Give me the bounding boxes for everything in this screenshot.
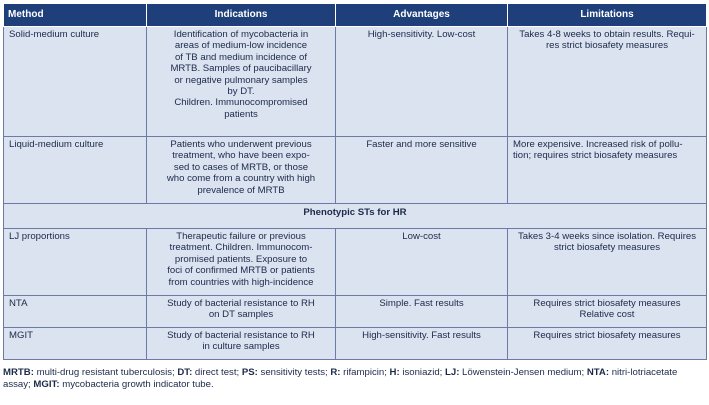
cell-line: High-sensitivity. Fast results (362, 330, 481, 341)
cell-line: treatment. Children. Immunocom- (169, 242, 313, 254)
table-row (4, 296, 707, 328)
table-footnote (3, 367, 706, 391)
comparison-table-container (3, 3, 706, 360)
limitations-cell (508, 229, 707, 296)
footnote-text: sensitivity tests; (257, 367, 331, 378)
advantages-cell (336, 328, 508, 360)
header-method: Method (4, 4, 147, 27)
cell-line: who come from a country with high (166, 173, 316, 185)
cell-line: sed to cases of MRTB, or those (173, 161, 309, 173)
cell-line: Therapeutic failure or previous (176, 231, 306, 242)
cell-line: Study of bacterial resistance to RH (167, 330, 315, 341)
header-indications: Indications (147, 4, 336, 27)
table-row (4, 27, 707, 137)
cell-line: areas of medium-low incidence (174, 40, 308, 52)
method-cell: NTA (4, 296, 147, 328)
table-row (4, 229, 707, 296)
cell-line: from countries with high-incidence (168, 276, 314, 288)
footnote-abbr: MRTB: (3, 367, 34, 378)
cell-line: High-sensitivity. Low-cost (367, 29, 476, 40)
indications-cell (147, 229, 336, 296)
limitations-cell (508, 137, 707, 204)
cell-line: More expensive. Increased risk of pollu- (513, 139, 683, 150)
method-cell: Liquid-medium culture (4, 137, 147, 204)
cell-line: Children. Immunocompromised (174, 97, 308, 109)
cell-line: Low-cost (402, 231, 441, 242)
section-title: Phenotypic STs for HR (4, 204, 707, 229)
cell-line: foci of confirmed MRTB or patients (167, 265, 315, 277)
advantages-cell (336, 229, 508, 296)
indications-cell (147, 296, 336, 328)
footnote-text: rifampicin; (340, 367, 390, 378)
footnote-text: mycobacteria growth indicator tube. (59, 379, 214, 390)
method-cell: Solid-medium culture (4, 27, 147, 137)
cell-line: strict biosafety measures (553, 242, 661, 254)
table-row (4, 328, 707, 360)
cell-line: Identification of mycobacteria in (173, 29, 309, 40)
indications-cell (147, 328, 336, 360)
cell-line: Simple. Fast results (379, 298, 464, 309)
footnote-text: multi-drug resistant tuberculosis; (33, 367, 178, 378)
methods-comparison-table (3, 3, 707, 360)
footnote-abbr: LJ: (445, 367, 460, 378)
footnote-abbr: DT: (177, 367, 193, 378)
cell-line: or negative pulmonary samples (174, 74, 308, 86)
footnote-text: direct test; (192, 367, 242, 378)
indications-cell (147, 27, 336, 137)
footnote-text: isoniazid; (399, 367, 445, 378)
section-row (4, 204, 707, 229)
footnote-abbr: NTA: (586, 367, 610, 378)
cell-line: by DT. (227, 86, 255, 98)
cell-line: promised patients. Exposure to (174, 253, 308, 265)
cell-line: of TB and medium incidence of (174, 51, 308, 63)
header-limitations: Limitations (508, 4, 707, 27)
indications-cell (147, 137, 336, 204)
method-cell: LJ proportions (4, 229, 147, 296)
footnote-text: Löwenstein-Jensen medium; (459, 367, 587, 378)
cell-line: tion; requires strict biosafety measures (513, 150, 678, 162)
cell-line: prevalence of MRTB (197, 184, 285, 196)
cell-line: Requires strict biosafety measures (533, 330, 681, 341)
cell-line: Takes 4-8 weeks to obtain results. Requi- (519, 29, 695, 40)
limitations-cell (508, 328, 707, 360)
cell-line: Study of bacterial resistance to RH (167, 298, 315, 309)
advantages-cell (336, 27, 508, 137)
cell-line: Requires strict biosafety measures (533, 298, 681, 309)
footnote-abbr: H: (389, 367, 400, 378)
limitations-cell (508, 27, 707, 137)
table-header-row (4, 4, 707, 27)
footnote-text: nitri-lotriacetate assay; (3, 367, 678, 390)
cell-line: in culture samples (202, 341, 280, 353)
table-row (4, 137, 707, 204)
footnote-abbr: R: (330, 367, 341, 378)
advantages-cell (336, 137, 508, 204)
limitations-cell (508, 296, 707, 328)
footnote-abbr: PS: (241, 367, 258, 378)
cell-line: MRTB. Samples of paucibacillary (170, 63, 312, 75)
cell-line: patients (224, 108, 258, 120)
cell-line: Takes 3-4 weeks since isolation. Requires (517, 231, 697, 242)
advantages-cell (336, 296, 508, 328)
cell-line: res strict biosafety measures (545, 40, 669, 52)
cell-line: Relative cost (579, 309, 635, 321)
cell-line: Patients who underwent previous (170, 139, 312, 150)
header-advantages: Advantages (336, 4, 508, 27)
cell-line: treatment, who have been expo- (172, 150, 310, 162)
cell-line: on DT samples (208, 309, 274, 321)
cell-line: Faster and more sensitive (366, 139, 477, 150)
method-cell: MGIT (4, 328, 147, 360)
footnote-abbr: MGIT: (33, 379, 60, 390)
